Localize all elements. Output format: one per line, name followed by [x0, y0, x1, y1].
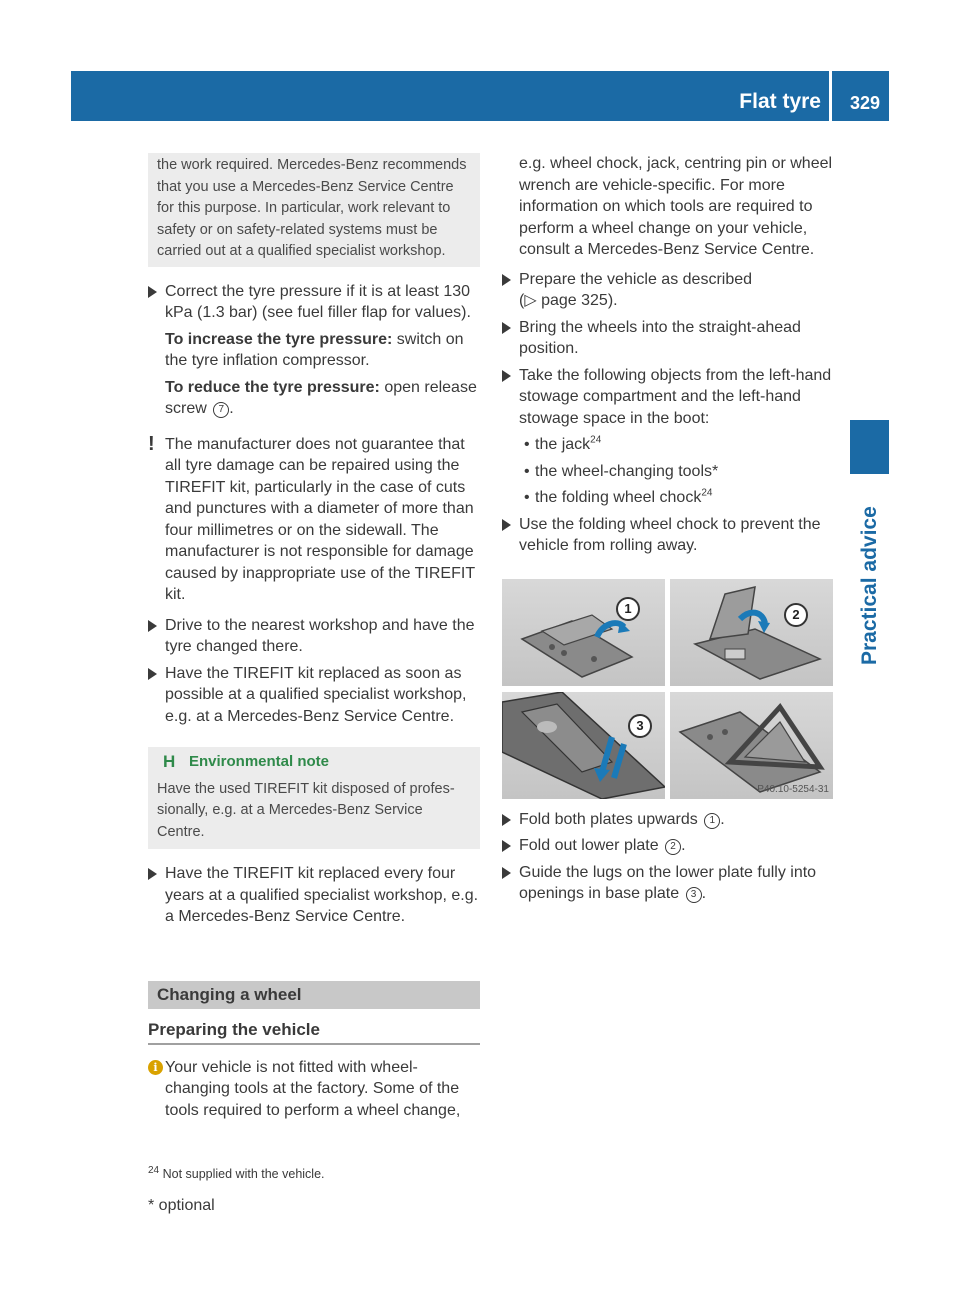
step-fold-lower-plate	[502, 835, 834, 857]
section-title: Flat tyre	[739, 90, 821, 113]
step-text: Fold both plates upwards	[519, 810, 703, 828]
footnote-text: Not supplied with the vehicle.	[159, 1167, 325, 1181]
environmental-note-text: Have the used TIREFIT kit disposed of professionally, e.g. at a Mercedes-Benz Service Centre.	[157, 780, 455, 840]
warning-note	[148, 434, 480, 606]
reduce-pressure-text	[148, 377, 480, 420]
punctuation: .	[681, 837, 686, 854]
page-header	[71, 71, 889, 121]
left-column	[148, 153, 480, 1121]
step-text: Fold out lower plate	[519, 837, 664, 854]
environmental-note-box	[148, 747, 480, 849]
figure-panel-4	[670, 692, 833, 799]
leaf-icon: H	[163, 752, 176, 771]
step-use-chock: Use the folding wheel chock to prevent the vehicle from rolling away.	[502, 514, 834, 557]
step-correct-pressure: Correct the tyre pressure if it is at least 130 kPa (1.3 bar) (see fuel filler flap for values).	[148, 281, 480, 324]
environmental-note-title: Environmental note	[189, 753, 330, 770]
chapter-label: Practical advice	[858, 506, 881, 665]
increase-label: To increase the tyre pressure:	[165, 330, 393, 348]
side-tab-marker	[850, 420, 889, 474]
step-prepare-vehicle	[502, 269, 834, 312]
step-guide-lugs	[502, 862, 834, 905]
step-text: Guide the lugs on the lower plate fully into openings in base plate	[519, 863, 817, 902]
optional-note: * optional	[148, 1197, 215, 1214]
info-icon: i	[148, 1060, 163, 1075]
page-reference-link[interactable]: (▷ page 325).	[519, 292, 618, 309]
list-item-chock	[502, 487, 834, 509]
callout-1-icon: 1	[704, 813, 720, 829]
step-drive-workshop: Drive to the nearest workshop and have the tyre changed there.	[148, 615, 480, 658]
step-prepare-text: Prepare the vehicle as described	[519, 270, 753, 288]
bullet-text: the jack	[535, 436, 591, 453]
punctuation: .	[701, 885, 707, 902]
step-replace-every-four-years: Have the TIREFIT kit replaced every four years at a qualified specialist workshop, e.g. a Mercedes-Benz Service Centre.	[148, 863, 480, 928]
increase-pressure-text	[148, 329, 480, 372]
environmental-note-header	[157, 751, 472, 773]
callout-2-icon: 2	[665, 839, 681, 855]
figure-callout-1: 1	[616, 597, 640, 621]
step-fold-plates	[502, 809, 834, 831]
wheel-chock-figure	[502, 579, 833, 799]
step-straight-ahead: Bring the wheels into the straight-ahead position.	[502, 317, 834, 360]
page-number: 329	[849, 93, 880, 113]
info-text: Your vehicle is not fitted with wheel-changing tools at the factory. Some of the tools required to perform a wheel change,	[165, 1058, 461, 1119]
figure-panel-2	[670, 579, 833, 686]
reduce-label: To reduce the tyre pressure:	[165, 378, 380, 396]
footnote-marker: 24	[701, 487, 713, 499]
figure-code: P40.10-5254-31	[757, 783, 829, 795]
punctuation: .	[229, 400, 234, 417]
callout-7-icon: 7	[213, 402, 229, 418]
footnote	[148, 1166, 325, 1182]
punctuation: .	[720, 810, 725, 828]
warning-text: The manufacturer does not guarantee that all tyre damage can be repaired using the TIREFIT kit, particularly in the case of cuts and punctures with a diameter of more than four millimetres or on the sidewall. The manufacturer is not responsible for damage caused by inappropriate use of the TIREFIT kit.	[165, 435, 475, 603]
figure-callout-3: 3	[628, 714, 652, 738]
right-column	[502, 153, 834, 905]
info-note	[148, 1057, 480, 1122]
step-take-objects: Take the following objects from the left-hand stowage compartment and the left-hand stowage space in the boot:	[502, 365, 834, 430]
footnote-number: 24	[148, 1164, 160, 1176]
list-item-jack	[502, 434, 834, 456]
figure-callout-2: 2	[784, 603, 808, 627]
header-divider	[829, 71, 832, 121]
exclamation-icon: !	[148, 432, 155, 455]
reduce-instruction: open release screw	[165, 378, 477, 417]
section-heading: Changing a wheel	[148, 981, 480, 1009]
footnote-marker: 24	[590, 434, 602, 446]
list-item-tools: • the wheel-changing tools*	[502, 461, 834, 483]
info-continuation: e.g. wheel chock, jack, centring pin or wheel wrench are vehicle-specific. For more information on which tools are required to perform a wheel change on your vehicle, consult a Mercedes-Benz Service Centre.	[519, 155, 833, 258]
bullet-text: the folding wheel chock	[535, 489, 702, 506]
intro-note-box: the work required. Mercedes-Benz recommends that you use a Mercedes-Benz Service Centre for this purpose. In particular, work relevant to safety or on safety-related systems must be carried out at a qualified specialist workshop.	[148, 153, 480, 267]
increase-instruction: switch on the tyre inflation compressor.	[165, 330, 464, 369]
subsection-heading: Preparing the vehicle	[148, 1019, 480, 1045]
step-replace-kit: Have the TIREFIT kit replaced as soon as possible at a qualified specialist workshop, e.g. at a Mercedes-Benz Service Centre.	[148, 663, 480, 728]
figure-panel-3	[502, 692, 665, 799]
figure-panel-1	[502, 579, 665, 686]
callout-3-icon: 3	[686, 887, 702, 903]
